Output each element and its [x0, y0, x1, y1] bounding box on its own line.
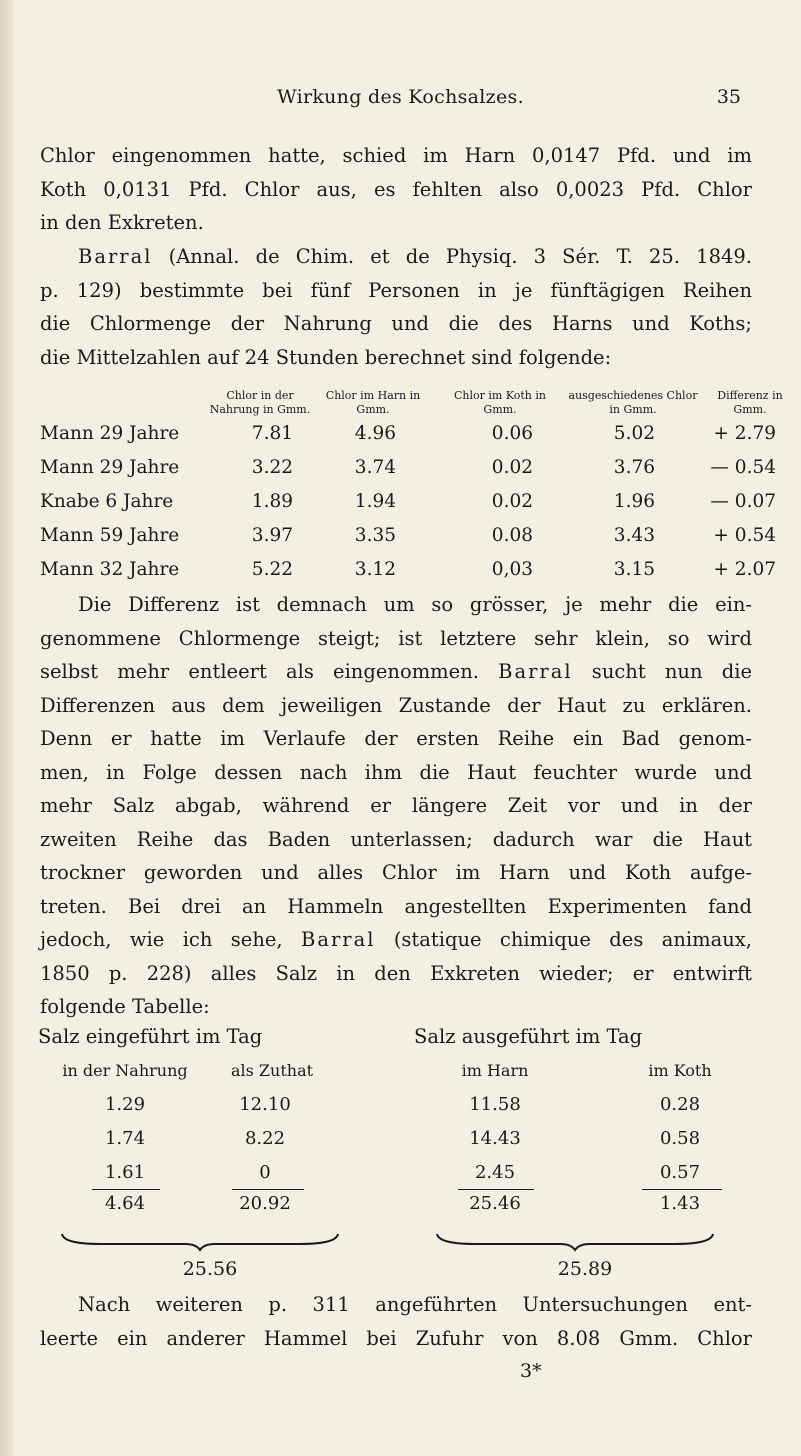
cell: 1.94: [354, 491, 396, 512]
text-line: treten. Bei drei an Hammeln angestellten Experimenten fand: [40, 894, 752, 918]
cell: 5.22: [251, 559, 293, 580]
brace-right: [435, 1232, 715, 1252]
table-row: [0, 525, 801, 555]
text-line: mehr Salz abgab, während er längere Zeit vor und in der: [40, 794, 752, 817]
col-header-nahrung: Chlor in der Nahrung in Gmm.: [209, 389, 311, 416]
sum-cell: 1.43: [659, 1193, 701, 1214]
text-fragment: selbst mehr entleert als eingenommen.: [40, 660, 499, 683]
subheader: als Zuthat: [230, 1061, 314, 1080]
col-header-harn: Chlor im Harn in Gmm.: [325, 389, 421, 416]
cell: 0: [259, 1162, 271, 1183]
text-line: Differenzen aus dem jeweiligen Zustande der Haut zu erklären.: [40, 693, 752, 717]
sum-rule: [92, 1189, 160, 1190]
table2-group-headers: [0, 1025, 801, 1055]
row-label: Mann 32 Jahre: [40, 559, 180, 580]
cell: 0.08: [491, 525, 533, 546]
group-header-eingefuehrt: Salz eingeführt im Tag: [38, 1025, 263, 1048]
cell: 0.06: [491, 423, 533, 444]
author-name: Barral: [300, 928, 376, 951]
text-line: 1850 p. 228) alles Salz in den Exkreten wieder; er entwirft: [40, 961, 752, 985]
cell: 0.02: [491, 491, 533, 512]
subheader: im Harn: [461, 1061, 529, 1080]
cell: — 0.54: [710, 457, 776, 478]
sum-cell: 4.64: [104, 1193, 146, 1214]
row-label: Knabe 6 Jahre: [40, 491, 174, 512]
signature-mark: 3*: [520, 1360, 542, 1382]
sum-cell: 25.46: [469, 1193, 521, 1214]
cell: 5.02: [613, 423, 655, 444]
cell: 3.97: [251, 525, 293, 546]
row-label: Mann 29 Jahre: [40, 423, 180, 444]
text-line: genommene Chlormenge steigt; ist letztere sehr klein, so wird: [40, 626, 752, 650]
cell: 3.43: [613, 525, 655, 546]
brace-left: [60, 1232, 340, 1252]
cell: — 0.07: [710, 491, 776, 512]
sum-rule: [458, 1189, 534, 1190]
text-line: [40, 923, 752, 957]
text-line: trockner geworden und alles Chlor im Harn und Koth aufge-: [40, 861, 752, 884]
text-line: men, in Folge dessen nach ihm die Haut feuchter wurde und: [40, 760, 752, 784]
page-gutter: [0, 0, 14, 1456]
cell: 1.29: [104, 1094, 146, 1115]
text-line: Denn er hatte im Verlaufe der ersten Reihe ein Bad genom-: [40, 727, 752, 750]
text-fragment: jedoch, wie ich sehe,: [40, 928, 301, 951]
col-header-ausgeschieden: ausgeschiedenes Chlor in Gmm.: [568, 389, 698, 416]
author-name: Barral: [498, 660, 573, 683]
table-row: [0, 423, 801, 453]
table1-header: [0, 389, 801, 421]
paragraph-4: [40, 1288, 752, 1355]
text-line: Die Differenz ist demnach um so grösser, je mehr die ein-: [78, 593, 752, 616]
table2-totals: [0, 1258, 801, 1288]
sum-cell: 20.92: [239, 1193, 291, 1214]
total-cell: 25.56: [182, 1258, 238, 1280]
text-line: die Mittelzahlen auf 24 Stunden berechnet sind folgende:: [40, 345, 612, 369]
cell: 14.43: [469, 1128, 521, 1149]
sum-rule: [232, 1189, 304, 1190]
cell: + 2.07: [713, 559, 776, 580]
cell: 0.58: [659, 1128, 701, 1149]
text-fragment: (statique chimique des animaux,: [375, 928, 752, 951]
page-number: 35: [716, 86, 741, 108]
table-row: [0, 457, 801, 487]
text-line: Chlor eingenommen hatte, schied im Harn 0,0147 Pfd. und im: [40, 144, 752, 167]
col-header-koth: Chlor im Koth in Gmm.: [454, 389, 546, 416]
cell: 1.74: [104, 1128, 146, 1149]
text-line: p. 129) bestimmte bei fünf Personen in je fünftägigen Reihen: [40, 278, 752, 302]
paragraph-3: [40, 588, 752, 1024]
cell: 1.96: [613, 491, 655, 512]
text-fragment: sucht nun die: [572, 660, 752, 683]
subheader: in der Nahrung: [62, 1061, 188, 1080]
cell: 3.15: [613, 559, 655, 580]
cell: 1.89: [251, 491, 293, 512]
cell: 12.10: [239, 1094, 291, 1115]
sum-rule: [642, 1189, 722, 1190]
table2-subheaders: [0, 1061, 801, 1085]
cell: 1.61: [104, 1162, 146, 1183]
cell: 0.02: [491, 457, 533, 478]
author-name: Barral: [78, 245, 153, 268]
text-line: [40, 240, 752, 274]
cell: 3.76: [613, 457, 655, 478]
cell: 2.45: [474, 1162, 516, 1183]
paragraph-2: [40, 240, 752, 374]
table-row: [0, 1162, 801, 1192]
row-label: Mann 29 Jahre: [40, 457, 180, 478]
page-header: [0, 86, 801, 116]
text-line: Nach weiteren p. 311 angeführten Untersuchungen ent-: [78, 1293, 752, 1316]
citation: (Annal. de Chim. et de Physiq. 3 Sér. T. 25. 1849.: [168, 245, 752, 268]
running-title: Wirkung des Kochsalzes.: [277, 86, 524, 108]
cell: + 0.54: [713, 525, 776, 546]
text-line: Koth 0,0131 Pfd. Chlor aus, es fehlten also 0,0023 Pfd. Chlor: [40, 177, 752, 201]
cell: 3.22: [251, 457, 293, 478]
cell: 8.22: [244, 1128, 286, 1149]
text-line: folgende Tabelle:: [40, 995, 210, 1018]
table2-sums: [0, 1193, 801, 1223]
row-label: Mann 59 Jahre: [40, 525, 180, 546]
group-header-ausgefuehrt: Salz ausgeführt im Tag: [414, 1025, 643, 1048]
table-row: [0, 491, 801, 521]
cell: + 2.79: [713, 423, 776, 444]
paragraph-1: [40, 139, 752, 240]
table-row: [0, 559, 801, 589]
cell: 0.57: [659, 1162, 701, 1183]
cell: 11.58: [469, 1094, 521, 1115]
text-line: [40, 655, 752, 689]
cell: 4.96: [354, 423, 396, 444]
total-cell: 25.89: [557, 1258, 613, 1280]
cell: 3.12: [354, 559, 396, 580]
cell: 0.28: [659, 1094, 701, 1115]
cell: 3.35: [354, 525, 396, 546]
text-line: leerte ein anderer Hammel bei Zufuhr von 8.08 Gmm. Chlor: [40, 1326, 752, 1350]
subheader: im Koth: [648, 1061, 712, 1080]
table-row: [0, 1128, 801, 1158]
text-line: die Chlormenge der Nahrung und die des Harns und Koths;: [40, 312, 752, 335]
table-row: [0, 1094, 801, 1124]
text-line: zweiten Reihe das Baden unterlassen; dadurch war die Haut: [40, 827, 752, 851]
col-header-differenz: Differenz in Gmm.: [717, 389, 783, 416]
text-line: in den Exkreten.: [40, 211, 204, 234]
cell: 3.74: [354, 457, 396, 478]
cell: 0,03: [491, 559, 533, 580]
cell: 7.81: [251, 423, 293, 444]
